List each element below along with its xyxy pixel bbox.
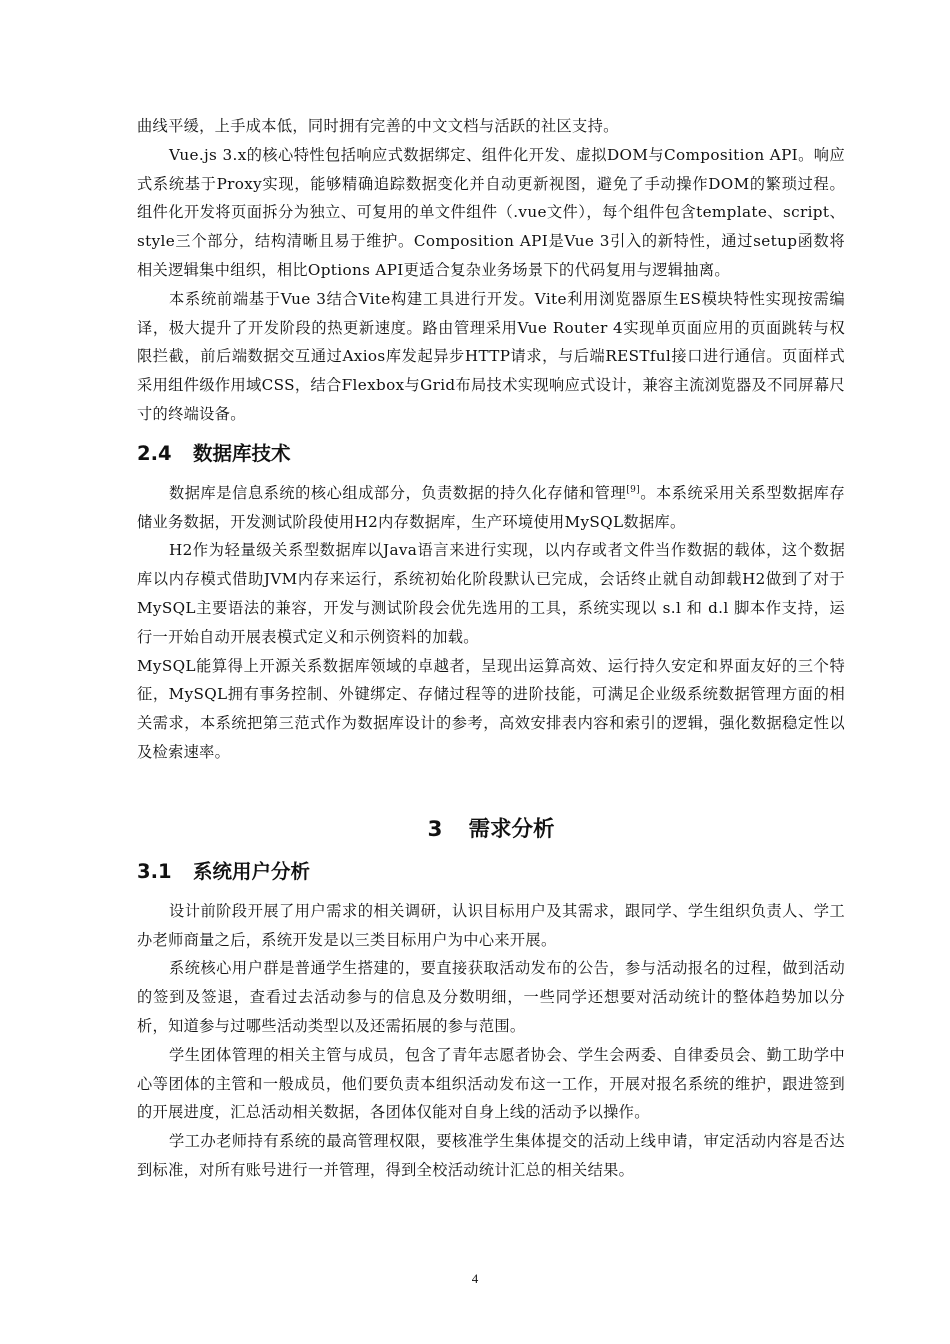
paragraph-users-teachers: 学工办老师持有系统的最高管理权限，要核准学生集体提交的活动上线申请，审定活动内容是否达到标准，对所有账号进行一并管理，得到全校活动统计汇总的相关结果。 [137,1132,845,1179]
paragraph-mysql: MySQL能算得上开源关系数据库领域的卓越者，呈现出运算高效、运行持久安定和界面友好的三个特征，MySQL拥有事务控制、外键绑定、存储过程等的进阶技能，可满足企业级系统数据管理方面的相关需求，本系统把第三范式作为数据库设计的参考，高效安排表内容和索引的逻辑，强化数据稳定性以及检索速率。 [137,656,845,761]
paragraph-frontend: 本系统前端基于Vue 3结合Vite构建工具进行开发。Vite利用浏览器原生ES模块特性实现按需编译，极大提升了开发阶段的热更新速度。路由管理采用Vue Router 4实现单页面应用的页面跳转与权限拦截，前后端数据交互通过Axios库发起异步HTTP请求，与后端RESTful接口进行通信。页面样式采用组件级作用域CSS，结合Flexbox与Grid布局技术实现响应式设计，兼容主流浏览器及不同屏幕尺寸的终端设备。 [137,289,845,423]
paragraph-database-intro [137,479,845,537]
section-title: 数据库技术 [193,441,291,465]
chapter-heading-3 [137,813,845,847]
paragraph-vue-core: Vue.js 3.x的核心特性包括响应式数据绑定、组件化开发、虚拟DOM与Composition API。响应式系统基于Proxy实现，能够精确追踪数据变化并自动更新视图，避免了手动操作DOM的繁琐过程。组件化开发将页面拆分为独立、可复用的单文件组件（.vue文件），每个组件包含template、script、style三个部分，结构清晰且易于维护。Composition API是Vue 3引入的新特性，通过setup函数将相关逻辑集中组织，相比Options API更适合复杂业务场景下的代码复用与逻辑抽离。 [137,145,845,279]
paragraph-users-students: 系统核心用户群是普通学生搭建的，要直接获取活动发布的公告，参与活动报名的过程，做到活动的签到及签退，查看过去活动参与的信息及分数明细，一些同学还想要对活动统计的整体趋势加以分析，知道参与过哪些活动类型以及还需拓展的参与范围。 [137,959,845,1035]
page-number: 4 [471,1271,479,1286]
section-heading-3-1 [137,857,845,887]
section-title: 系统用户分析 [193,859,311,883]
chapter-number: 3 [427,816,443,842]
citation-reference: [9] [626,484,641,495]
paragraph-users-organizations: 学生团体管理的相关主管与成员，包含了青年志愿者协会、学生会两委、自律委员会、勤工助学中心等团体的主管和一般成员，他们要负责本组织活动发布这一工作，开展对报名系统的维护，跟进签到的开展进度，汇总活动相关数据，各团体仅能对自身上线的活动予以操作。 [137,1045,845,1122]
paragraph-h2: H2作为轻量级关系型数据库以Java语言来进行实现，以内存或者文件当作数据的载体，这个数据库以内存模式借助JVM内存来运行，系统初始化阶段默认已完成，会话终止就自动卸载H2做到了对于MySQL主要语法的兼容，开发与测试阶段会优先选用的工具，系统实现以 s.l 和 d.l 脚本作支持，运行一开始自动开展表模式定义和示例资料的加载。 [137,541,845,646]
paragraph-users-survey: 设计前阶段开展了用户需求的相关调研，认识目标用户及其需求，跟同学、学生组织负责人、学工办老师商量之后，系统开发是以三类目标用户为中心来开展。 [137,901,845,949]
section-number: 3.1 [137,859,172,883]
page-body [137,112,845,1185]
chapter-title: 需求分析 [468,816,555,842]
section-number: 2.4 [137,441,172,465]
section-heading-2-4 [137,439,845,469]
paragraph-intro: 曲线平缓，上手成本低，同时拥有完善的中文文档与活跃的社区支持。 [137,117,619,135]
paragraph-text: 数据库是信息系统的核心组成部分，负责数据的持久化存储和管理 [169,483,627,502]
paragraph-text: 。本系统采用关系型数据库存储业务数据，开发测试阶段使用H2内存数据库，生产环境使用MySQL数据库。 [137,483,845,531]
